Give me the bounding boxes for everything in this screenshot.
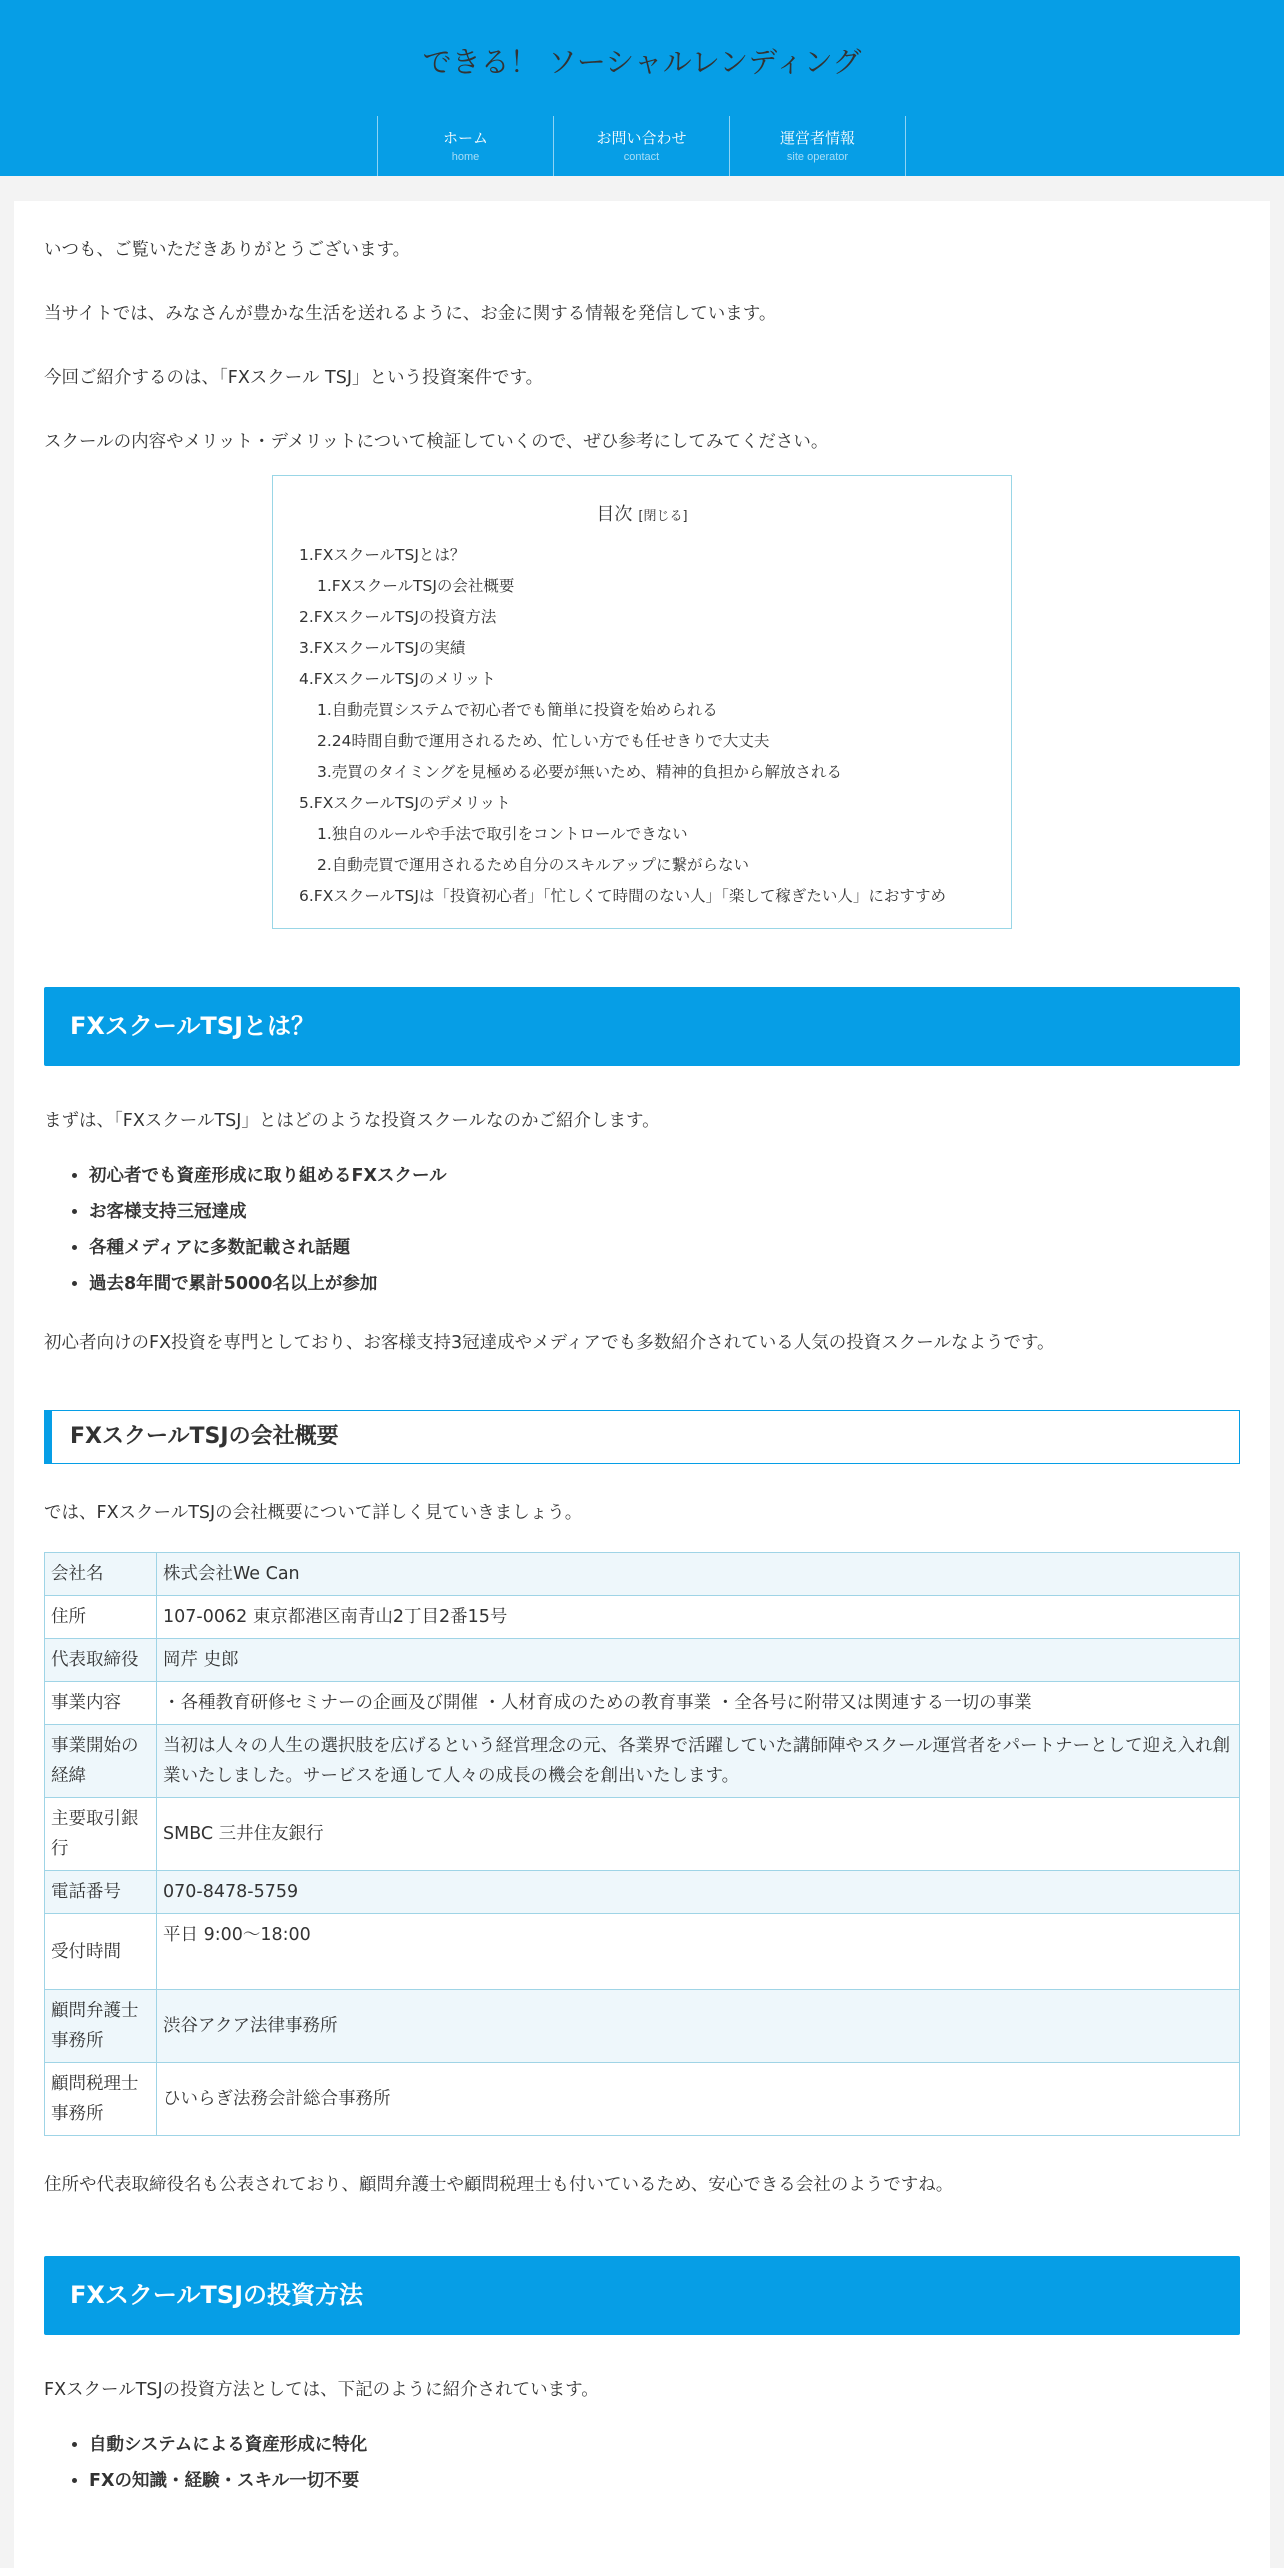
toc-item[interactable]: [299, 788, 1011, 819]
table-cell-label: 事業内容: [45, 1682, 157, 1725]
table-row: [45, 1639, 1240, 1682]
table-row: [45, 1871, 1240, 1914]
toc-item[interactable]: [299, 757, 1011, 788]
section-heading-about: FXスクールTSJとは？: [44, 987, 1240, 1066]
feature-list: [44, 2427, 1240, 2499]
table-row: [45, 2063, 1240, 2136]
table-row: [45, 1725, 1240, 1798]
toc-item-number: 3.: [317, 763, 332, 781]
toc-item-number: 3.: [299, 639, 314, 657]
table-cell-value: 070-8478-5759: [157, 1871, 1240, 1914]
toc-item[interactable]: [299, 664, 1011, 695]
section-heading-investment: FXスクールTSJの投資方法: [44, 2256, 1240, 2335]
table-cell-value: SMBC 三井住友銀行: [157, 1798, 1240, 1871]
intro-paragraph: スクールの内容やメリット・デメリットについて検証していくので、ぜひ参考にしてみてください。: [44, 432, 829, 452]
intro-paragraph: 当サイトでは、みなさんが豊かな生活を送れるように、お金に関する情報を発信しています。: [44, 304, 777, 324]
toc-item[interactable]: [299, 602, 1011, 633]
section-lead: まずは、「FXスクールTSJ」とはどのような投資スクールなのかご紹介します。: [44, 1111, 660, 1131]
table-cell-label: 顧問弁護士事務所: [45, 1990, 157, 2063]
company-table: [44, 1552, 1240, 2136]
toc-item-link[interactable]: FXスクールTSJのデメリット: [313, 794, 511, 812]
toc-list: [299, 540, 1011, 912]
toc-item-number: 6.: [299, 887, 314, 905]
toc-title: 目次: [596, 504, 633, 525]
nav-label: ホーム: [442, 129, 488, 147]
table-row: [45, 1914, 1240, 1990]
list-item: • 過去8年間で累計5000名以上が参加: [89, 1266, 1240, 1302]
toc-item[interactable]: [299, 633, 1011, 664]
toc-item-link[interactable]: 24時間自動で運用されるため、忙しい方でも任せきりで大丈夫: [331, 732, 770, 750]
table-cell-value: ひいらぎ法務会計総合事務所: [157, 2063, 1240, 2136]
feature-list: [44, 1158, 1240, 1302]
table-cell-value: 渋谷アクア法律事務所: [157, 1990, 1240, 2063]
site-title[interactable]: できる！ ソーシャルレンディング: [422, 45, 862, 79]
nav-sublabel: site operator: [786, 151, 849, 163]
table-cell-label: 住所: [45, 1596, 157, 1639]
table-row: [45, 1990, 1240, 2063]
intro-paragraph: 今回ご紹介するのは、「FXスクール TSJ」という投資案件です。: [44, 368, 544, 388]
table-of-contents: [272, 475, 1012, 929]
table-cell-value: 岡芹 史郎: [157, 1639, 1240, 1682]
section-summary: 初心者向けのFX投資を専門としており、お客様支持3冠達成やメディアでも多数紹介されている人気の投資スクールなようです。: [44, 1333, 1055, 1353]
toc-item[interactable]: [299, 881, 1011, 912]
intro-paragraph: いつも、ご覧いただきありがとうございます。: [44, 240, 411, 260]
nav-sublabel: contact: [623, 151, 660, 163]
table-cell-label: 電話番号: [45, 1871, 157, 1914]
nav-item-home[interactable]: [378, 116, 554, 176]
toc-item-link[interactable]: FXスクールTSJの会社概要: [331, 577, 515, 595]
toc-item-number: 2.: [317, 732, 332, 750]
toc-toggle[interactable]: [閉じる]: [638, 509, 688, 524]
toc-item-link[interactable]: 自動売買システムで初心者でも簡単に投資を始められる: [331, 701, 718, 719]
toc-item-link[interactable]: 独自のルールや手法で取引をコントロールできない: [331, 825, 688, 843]
toc-item-number: 2.: [299, 608, 314, 626]
toc-item[interactable]: [299, 695, 1011, 726]
nav-sublabel: home: [451, 151, 480, 163]
toc-item-link[interactable]: FXスクールTSJのメリット: [313, 670, 496, 688]
site-header: [0, 0, 1284, 176]
toc-item-number: 4.: [299, 670, 314, 688]
article-content: [14, 201, 1270, 2568]
toc-item-link[interactable]: 自動売買で運用されるため自分のスキルアップに繋がらない: [331, 856, 750, 874]
table-cell-label: 事業開始の経緯: [45, 1725, 157, 1798]
toc-item-number: 2.: [317, 856, 332, 874]
section-lead: FXスクールTSJの投資方法としては、下記のように紹介されています。: [44, 2380, 599, 2400]
nav-label: 運営者情報: [779, 129, 855, 147]
toc-item-link[interactable]: FXスクールTSJは「投資初心者」「忙しくて時間のない人」「楽して稼ぎたい人」におすすめ: [313, 887, 947, 905]
toc-item-number: 1.: [317, 825, 332, 843]
table-cell-value: 株式会社We Can: [157, 1553, 1240, 1596]
list-item: • お客様支持三冠達成: [89, 1194, 1240, 1230]
section-lead: では、FXスクールTSJの会社概要について詳しく見ていきましょう。: [44, 1503, 583, 1523]
nav-item-contact[interactable]: [554, 116, 730, 176]
toc-item[interactable]: [299, 540, 1011, 571]
table-row: [45, 1553, 1240, 1596]
list-item: • FXの知識・経験・スキル一切不要: [89, 2463, 1240, 2499]
subsection-heading-company: FXスクールTSJの会社概要: [44, 1410, 1240, 1464]
table-cell-label: 主要取引銀行: [45, 1798, 157, 1871]
table-cell-value: 107-0062 東京都港区南青山2丁目2番15号: [157, 1596, 1240, 1639]
table-row: [45, 1682, 1240, 1725]
nav-label: お問い合わせ: [596, 129, 687, 147]
toc-header: [273, 500, 1011, 526]
toc-item[interactable]: [299, 726, 1011, 757]
toc-item[interactable]: [299, 819, 1011, 850]
toc-item-number: 1.: [317, 701, 332, 719]
toc-item-link[interactable]: FXスクールTSJの投資方法: [313, 608, 497, 626]
table-cell-label: 顧問税理士事務所: [45, 2063, 157, 2136]
global-nav: [377, 116, 906, 176]
section-summary: 住所や代表取締役名も公表されており、顧問弁護士や顧問税理士も付いているため、安心できる会社のようですね。: [44, 2175, 954, 2195]
list-item: • 自動システムによる資産形成に特化: [89, 2427, 1240, 2463]
table-cell-value: 平日 9:00〜18:00: [157, 1914, 1240, 1990]
toc-item-number: 1.: [299, 546, 314, 564]
intro: [44, 235, 1240, 457]
toc-item-number: 5.: [299, 794, 314, 812]
table-cell-label: 代表取締役: [45, 1639, 157, 1682]
nav-item-site-operator[interactable]: [730, 116, 906, 176]
toc-item-link[interactable]: FXスクールTSJの実績: [313, 639, 466, 657]
table-cell-value: ・各種教育研修セミナーの企画及び開催 ・人材育成のための教育事業 ・全各号に附帯又は関連する一切の事業: [157, 1682, 1240, 1725]
table-cell-label: 会社名: [45, 1553, 157, 1596]
table-row: [45, 1798, 1240, 1871]
table-cell-label: 受付時間: [45, 1914, 157, 1990]
list-item: • 各種メディアに多数記載され話題: [89, 1230, 1240, 1266]
toc-item[interactable]: [299, 571, 1011, 602]
list-item: • 初心者でも資産形成に取り組めるFXスクール: [89, 1158, 1240, 1194]
toc-item-link[interactable]: FXスクールTSJとは？: [313, 546, 466, 564]
toc-item-link[interactable]: 売買のタイミングを見極める必要が無いため、精神的負担から解放される: [331, 763, 843, 781]
toc-item[interactable]: [299, 850, 1011, 881]
table-cell-value: 当初は人々の人生の選択肢を広げるという経営理念の元、各業界で活躍していた講師陣やスクール運営者をパートナーとして迎え入れ創業いたしました。サービスを通して人々の成長の機会を創出いたします。: [157, 1725, 1240, 1798]
toc-item-number: 1.: [317, 577, 332, 595]
table-row: [45, 1596, 1240, 1639]
